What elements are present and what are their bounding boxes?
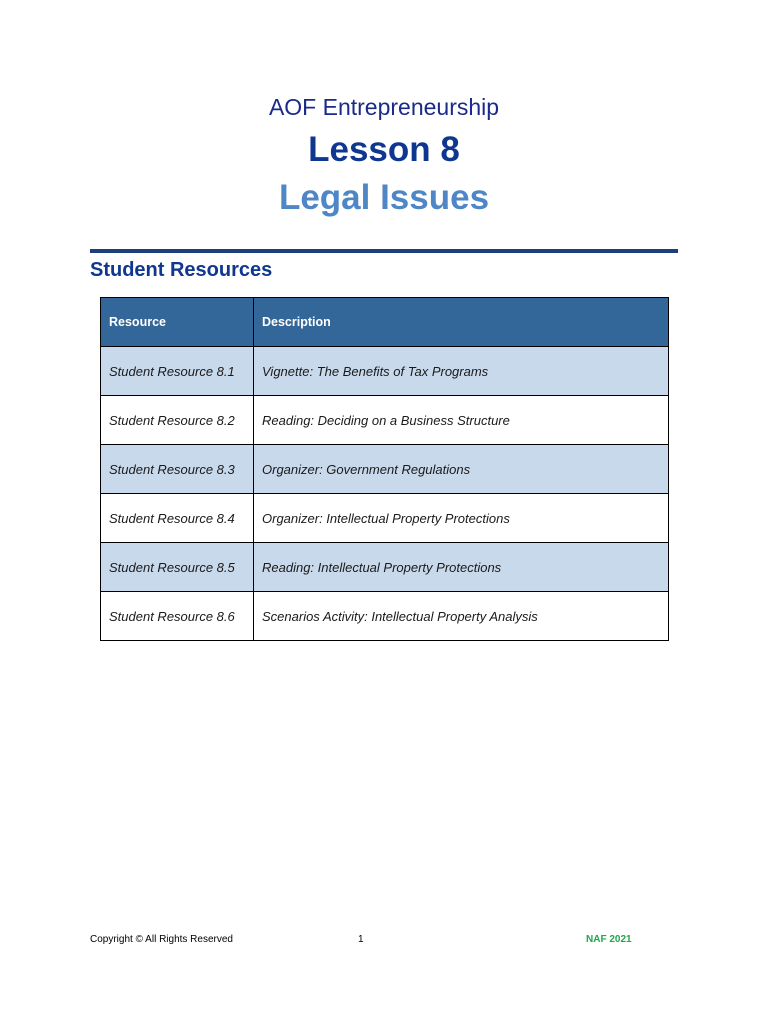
table-header-row <box>101 298 669 347</box>
footer-page-number: 1 <box>358 934 364 945</box>
lesson-title: Lesson 8 <box>308 130 460 169</box>
footer-copyright: Copyright © All Rights Reserved <box>90 934 233 945</box>
resource-cell: Student Resource 8.6 <box>101 592 254 641</box>
table-row <box>101 592 669 641</box>
resource-cell: Student Resource 8.5 <box>101 543 254 592</box>
table-row <box>101 396 669 445</box>
table-row <box>101 543 669 592</box>
description-cell: Scenarios Activity: Intellectual Property Analysis <box>254 592 669 641</box>
description-cell: Reading: Intellectual Property Protections <box>254 543 669 592</box>
description-cell: Organizer: Intellectual Property Protections <box>254 494 669 543</box>
course-title: AOF Entrepreneurship <box>268 94 500 120</box>
resource-cell: Student Resource 8.1 <box>101 347 254 396</box>
section-divider <box>90 249 678 253</box>
column-header-resource: Resource <box>101 298 254 347</box>
lesson-topic: Legal Issues <box>278 178 490 217</box>
resource-cell: Student Resource 8.4 <box>101 494 254 543</box>
resource-cell: Student Resource 8.2 <box>101 396 254 445</box>
description-cell: Vignette: The Benefits of Tax Programs <box>254 347 669 396</box>
description-cell: Organizer: Government Regulations <box>254 445 669 494</box>
column-header-description: Description <box>254 298 669 347</box>
section-heading: Student Resources <box>90 259 273 281</box>
resource-cell: Student Resource 8.3 <box>101 445 254 494</box>
table-row <box>101 445 669 494</box>
table-row <box>101 347 669 396</box>
footer-brand: NAF 2021 <box>586 934 632 945</box>
table-row <box>101 494 669 543</box>
resources-table <box>100 297 669 641</box>
description-cell: Reading: Deciding on a Business Structure <box>254 396 669 445</box>
